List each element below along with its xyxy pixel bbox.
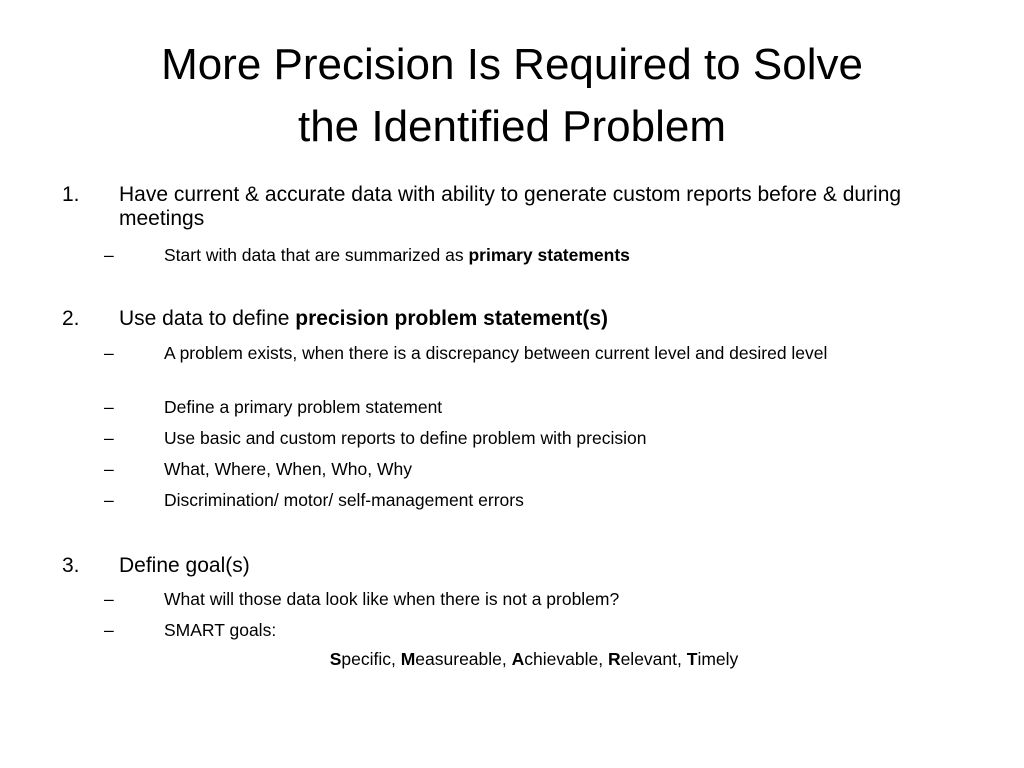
list-item-3: [62, 554, 942, 578]
slide-title-line-1: More Precision Is Required to Solve: [161, 40, 863, 89]
sub-item-text: Discrimination/ motor/ self-management errors: [164, 490, 524, 510]
dash-bullet: –: [104, 428, 114, 448]
list-item-text: Have current & accurate data with ability to generate custom reports before & during meetings: [119, 183, 902, 230]
sub-item: [104, 458, 934, 480]
smart-goals-line: Specific, Measureable, Achievable, Relevant, Timely: [329, 649, 739, 669]
sub-item: [104, 619, 934, 641]
list-item-2: [62, 307, 942, 331]
list-item-1: [62, 183, 942, 231]
sub-item-text: Define a primary problem statement: [164, 397, 443, 417]
sub-item: [104, 342, 934, 364]
sub-item-text: Start with data that are summarized as primary statements: [164, 245, 630, 265]
sub-item: [104, 244, 934, 266]
bold-term: primary statements: [468, 245, 630, 265]
sub-item-text: Use basic and custom reports to define problem with precision: [164, 428, 647, 448]
sub-item-text: What will those data look like when there is not a problem?: [164, 589, 620, 609]
list-item-text: Use data to define precision problem statement(s): [119, 307, 609, 330]
dash-bullet: –: [104, 620, 114, 640]
sub-item: [104, 489, 934, 511]
dash-bullet: –: [104, 490, 114, 510]
list-number: 2.: [62, 307, 80, 330]
list-number: 3.: [62, 554, 80, 577]
sub-item-text: SMART goals:: [164, 620, 277, 640]
dash-bullet: –: [104, 245, 114, 265]
sub-item-text: What, Where, When, Who, Why: [164, 459, 412, 479]
sub-item-text: A problem exists, when there is a discrepancy between current level and desired level: [164, 343, 828, 363]
dash-bullet: –: [104, 589, 114, 609]
bold-term: precision problem statement(s): [295, 307, 609, 330]
sub-item: [104, 588, 934, 610]
dash-bullet: –: [104, 397, 114, 417]
list-item-text: Define goal(s): [119, 554, 250, 577]
sub-item: [104, 396, 934, 418]
slide-title: [0, 34, 1024, 158]
dash-bullet: –: [104, 343, 114, 363]
slide-title-line-2: the Identified Problem: [297, 102, 727, 151]
list-number: 1.: [62, 183, 80, 206]
dash-bullet: –: [104, 459, 114, 479]
sub-item: [104, 427, 934, 449]
